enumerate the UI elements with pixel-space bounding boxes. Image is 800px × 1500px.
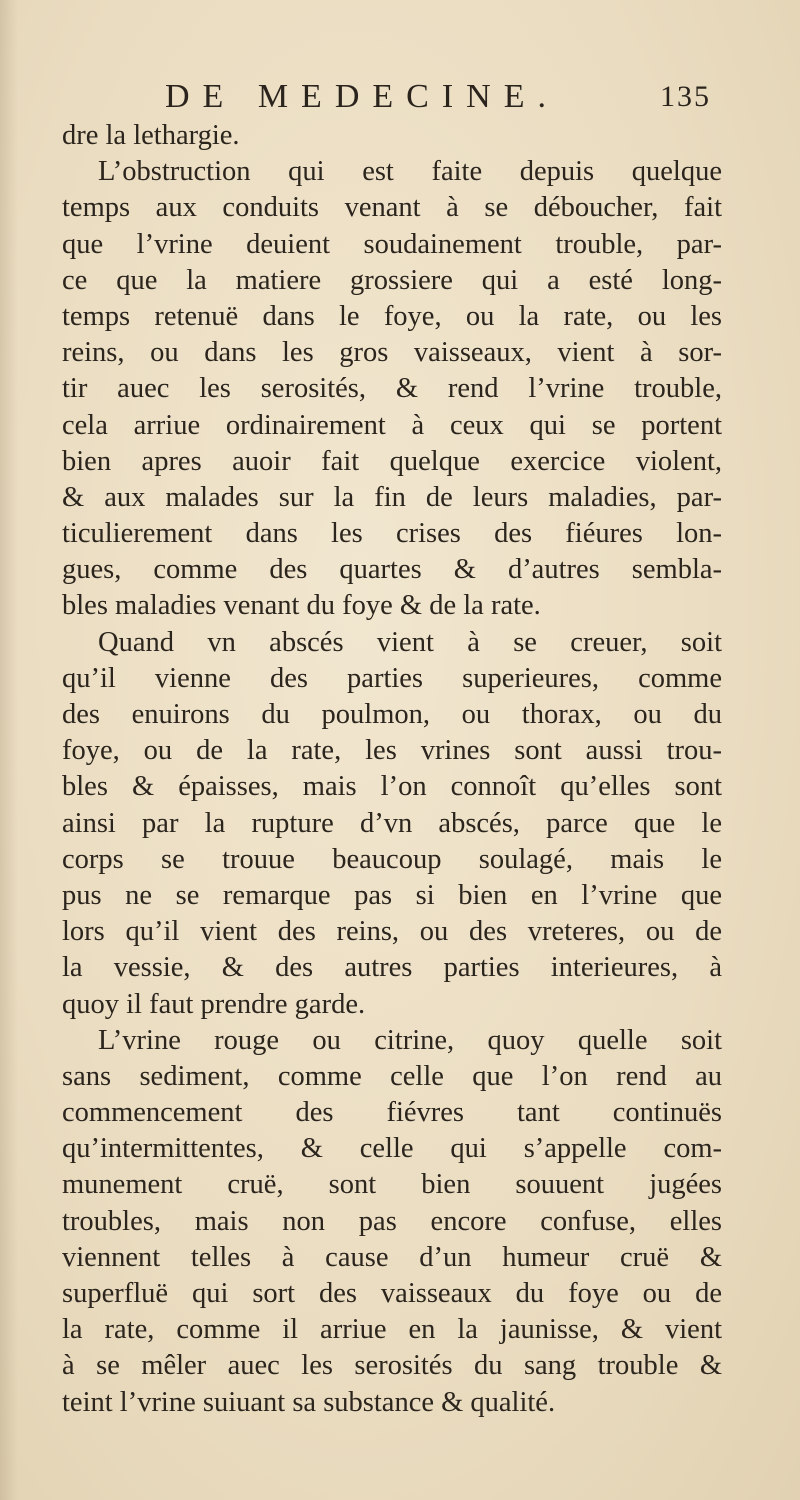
running-title: DE MEDECINE. [165,78,559,115]
text-line: superfluë qui sort des vaisseaux du foye ou de [62,1278,722,1309]
text-line: corps se trouue beaucoup soulagé, mais le [62,843,722,875]
text-line: commencement des fiévres tant continuës [62,1097,722,1129]
text-line: ce que la matiere grossiere qui a esté long- [62,264,722,296]
text-line: qu’il vienne des parties superieures, comme [62,662,722,694]
text-line: la vessie, & des autres parties interieures, à [62,952,722,984]
text-line: ainsi par la rupture d’vn abscés, parce que le [62,807,722,839]
text-line: bles maladies venant du foye & de la rate. [62,590,541,622]
body-text [62,118,722,1421]
text-line: foye, ou de la rate, les vrines sont aussi trou- [62,735,722,767]
text-line: temps retenuë dans le foye, ou la rate, ou les [62,300,722,332]
text-line: & aux malades sur la fin de leurs maladies, par- [62,481,722,513]
page-edge-shadow [0,0,18,1500]
page-number: 135 [660,80,711,113]
text-line: Quand vn abscés vient à se creuer, soit [98,626,722,658]
text-line: à se mêler auec les serosités du sang trouble & [62,1350,722,1382]
text-line: sans sediment, comme celle que l’on rend au [62,1060,722,1092]
text-line: des enuirons du poulmon, ou thorax, ou du [62,699,722,730]
text-line: cela arriue ordinairement à ceux qui se portent [62,409,722,441]
text-line: bien apres auoir fait quelque exercice violent, [62,445,722,477]
text-line: temps aux conduits venant à se déboucher, fait [62,192,722,224]
text-line: L’vrine rouge ou citrine, quoy quelle soit [98,1024,722,1056]
text-line: ticulierement dans les crises des fiéures lon- [62,518,722,550]
text-line: troubles, mais non pas encore confuse, elles [62,1205,722,1237]
text-line: reins, ou dans les gros vaisseaux, vient à sor- [62,337,722,369]
text-line: quoy il faut prendre garde. [62,988,366,1020]
text-line: tir auec les serosités, & rend l’vrine trouble, [62,373,722,405]
text-line: munement cruë, sont bien souuent jugées [62,1169,722,1201]
text-line: pus ne se remarque pas si bien en l’vrine que [62,879,722,911]
text-line: gues, comme des quartes & d’autres sembla- [62,554,722,586]
text-line: qu’intermittentes, & celle qui s’appelle com- [62,1133,722,1165]
text-line: teint l’vrine suiuant sa substance & qualité. [62,1386,556,1418]
text-line: viennent telles à cause d’un humeur cruë & [62,1241,722,1273]
text-line: que l’vrine deuient soudainement trouble, par- [62,228,722,260]
text-line: dre la lethargie. [62,120,240,151]
text-line: lors qu’il vient des reins, ou des vreteres, ou de [62,916,722,948]
text-line: L’obstruction qui est faite depuis quelque [98,156,722,188]
text-line: bles & épaisses, mais l’on connoît qu’elles sont [62,771,722,803]
text-line: la rate, comme il arriue en la jaunisse, & vient [62,1314,722,1346]
